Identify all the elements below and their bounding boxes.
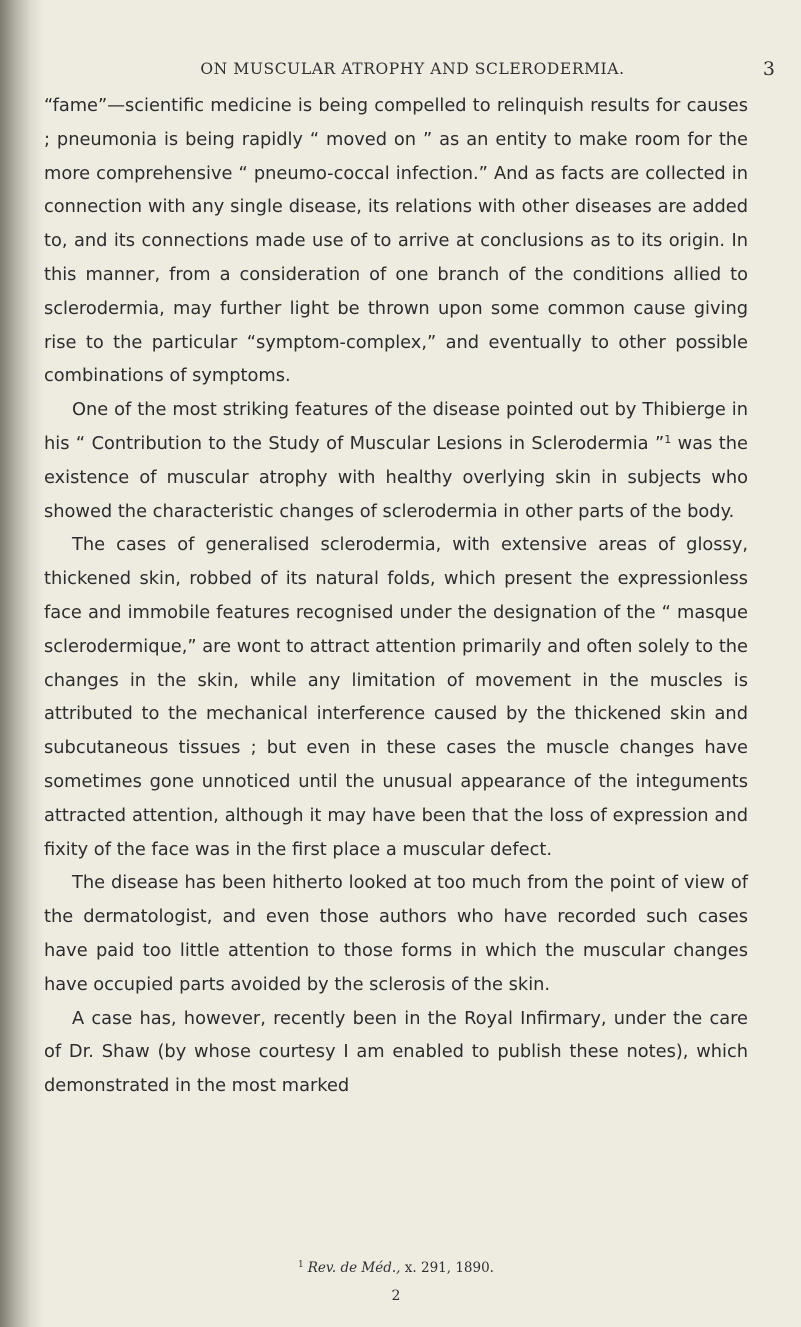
paragraph-text: One of the most striking features of the disease pointed out by Thibierge in his “ Contribution to the Study of Muscular Lesions in Sclerodermia ”	[44, 399, 748, 454]
body-text	[44, 89, 748, 1103]
signature-mark: 2	[391, 1288, 401, 1304]
footnote-mark: 1	[298, 1260, 304, 1270]
footnote	[44, 1260, 748, 1276]
footnote-reference: 1	[664, 432, 672, 446]
page-binding-shadow	[0, 0, 44, 1327]
paragraph-royal-infirmary-case: A case has, however, recently been in the Royal Infirmary, under the care of Dr. Shaw (by whose courtesy I am enabled to publish these notes), which demonstrated in the most marked	[44, 1007, 748, 1097]
paragraph-generalised-cases: The cases of generalised sclerodermia, with extensive areas of glossy, thickened skin, robbed of its natural folds, which present the expressionless face and immobile features recognised under the designation of the “ masque sclerodermique,” are wont to attract attention primarily and often solely to the changes in the skin, while any limitation of movement in the muscles is attributed to the mechanical interference caused by the thickened skin and subcutaneous tissues ; but even in these cases the muscle changes have sometimes gone unnoticed until the unusual appearance of the integuments attracted attention, although it may have been that the loss of expression and fixity of the face was in the first place a muscular defect.	[44, 534, 748, 860]
running-head	[44, 60, 781, 84]
footnote-citation: x. 291, 1890.	[404, 1260, 494, 1276]
paragraph-continuation: “fame”—scientific medicine is being compelled to relinquish results for causes ; pneumonia is being rapidly “ moved on ” as an entity to make room for the more comprehensive “ pneumo-coccal infection.” And as facts are collected in connection with any single disease, its relations with other diseases are added to, and its connections made use of to arrive at conclusions as to its origin. In this manner, from a consideration of one branch of the conditions allied to sclerodermia, may further light be thrown upon some common cause giving rise to the particular “symptom-complex,” and eventually to other possible combinations of symptoms.	[44, 95, 748, 387]
book-page	[44, 0, 781, 1327]
page-number: 3	[762, 58, 775, 80]
footnote-source: Rev. de Méd.,	[307, 1260, 401, 1276]
running-title: ON MUSCULAR ATROPHY AND SCLERODERMIA.	[200, 60, 625, 78]
paragraph-thibierge	[44, 393, 748, 528]
paragraph-text: was the existence of muscular atrophy with healthy overlying skin in subjects who showed the characteristic changes of sclerodermia in other parts of the body.	[44, 432, 748, 522]
paragraph-dermatologist-view: The disease has been hitherto looked at too much from the point of view of the dermatologist, and even those authors who have recorded such cases have paid too little attention to those forms in which the muscular changes have occupied parts avoided by the sclerosis of the skin.	[44, 872, 748, 995]
